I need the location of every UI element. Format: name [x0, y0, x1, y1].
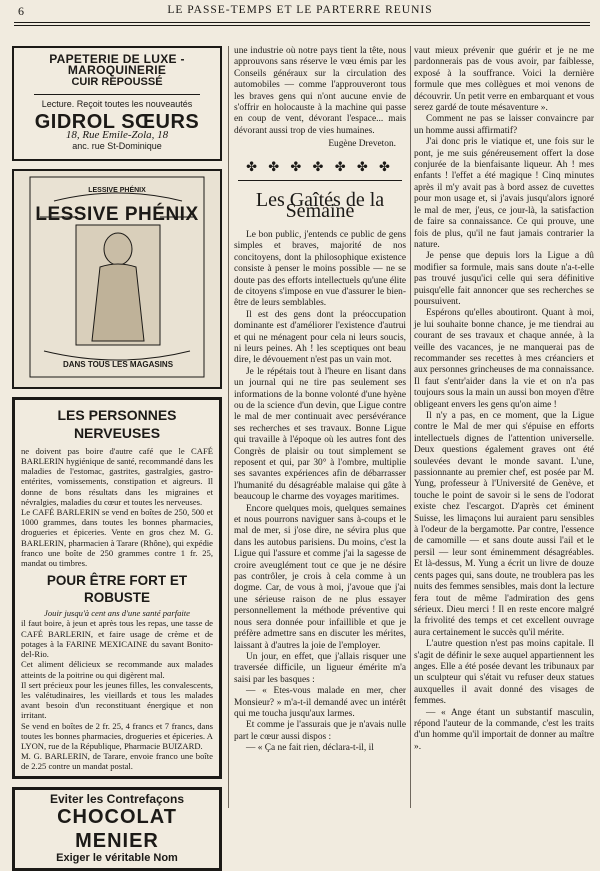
divider [34, 94, 200, 95]
lessive-foot: DANS TOUS LES MAGASINS [62, 359, 174, 369]
article-column-3 [414, 46, 594, 808]
column-separator [228, 46, 229, 808]
section-title: Les Gaîtés de la Semaine [255, 189, 385, 223]
ad-papeterie-address: 18, Rue Emile-Zola, 18 [65, 129, 169, 142]
article-intro: une industrie où notre pays tient la tête, nous approuvons sans réserve le vœu émis par les Conseils généraux sur la circulation des automobiles — comme l'approuveront tous les braves gens qui n'ont aucune envie de s'offrir en holocauste à la machine qui passe en coup de vent, dévorant l'espace... mais dévorant aussi trop de vies humaines. [234, 46, 406, 136]
col3-paragraph: Comment ne pas se laisser convaincre par un homme aussi affirmatif? [414, 114, 594, 136]
ad-nerveuses-heading: LES PERSONNES NERVEUSES [57, 406, 177, 441]
col2-paragraph: Encore quelques mois, quelques semaines et nous pourrons naviguer sans à-coups et le mal de mer, si j'ose dire, ne sévira plus que dans les autobus parisiens. Du moins, c'est la Ligue qui l'assure et comme j'ai la sagesse de croire aveuglément tout ce que je ne désire pas contrôler, je crois à cela comme à un dogme. Car, de vous à moi, j'avoue que j'ai une sérieuse raison de ne plus essayer personnellement la méthode préventive qui nous sera donnée pour infaillible et que je préfère admettre sans en discuter les mérites, laissant à d'autres la joie de l'employer. [234, 503, 406, 651]
advertisement-column [12, 46, 222, 864]
ad-menier-l2: CHOCOLAT [57, 805, 177, 828]
ad-papeterie-name: GIDROL SŒURS [34, 110, 200, 133]
ad-papeterie [12, 46, 222, 161]
ad-robuste-subheading: Jouir jusqu'à cent ans d'une santé parfaite [44, 608, 190, 619]
ad-chocolat-menier [12, 787, 222, 871]
ornament-divider: ✤ ✤ ✤ ✤ ✤ ✤ ✤ [246, 158, 394, 174]
ad-nerveuses-p5: Il sert précieux pour les jeunes filles, les convalescents, les valétudinaires, les vieillards et tous les malades avant besoin d'un reconstituant énergique et non irritant. [21, 679, 213, 721]
section-rule [238, 180, 402, 181]
ad-papeterie-line2: CUIR REPOUSSÉ [71, 75, 163, 88]
page-number: 6 [18, 4, 24, 18]
col2-paragraph: Le bon public, j'entends ce public de gens simples et braves, majorité de nos concitoyens, dont la philosophique existence consiste à penser le moins possible — ne se doute pas des efforts intellectuels qu'une élite de citoyens s'impose en vue d'assurer le bien-être de leurs semblables. [234, 229, 406, 309]
ad-nerveuses-p3: il faut boire, à jeun et après tous les repas, une tasse de CAFÉ BARLERIN, et faire usage de crème et de potages à la FARINE MEXICAINE du savant Bonito-del-Rio. [21, 618, 213, 660]
journal-title: LE PASSE-TEMPS ET LE PARTERRE REUNIS [167, 4, 433, 16]
col2-paragraph: Je le répétais tout à l'heure en lisant dans un journal qui ne tire pas seulement ses informations de la bonne volonté d'une hyène ou de la science d'un devin, que Ligue contre le mal de mer continuait avec persévérance ses recherches et ses travaux. Bonne Ligue qui travaille à l'époque où les autres font des Congrès de plaisir ou tout simplement se reposent et qui, par 30° à l'ombre, multiplie ses savantes expériences afin de débarrasser l'humanité du désagréable malaise qui gâte à beaucoup le charme des voyages maritimes. [234, 366, 406, 503]
header-rule-2 [14, 25, 590, 26]
page-header [10, 4, 590, 20]
ad-papeterie-line3: Lecture. Reçoit toutes les nouveautés [41, 99, 193, 110]
col2-paragraph: — « Etes-vous malade en mer, cher Monsieur? » m'a-t-il demandé avec un intérêt qui me toucha jusqu'aux larmes. [234, 686, 406, 719]
col2-paragraph: Un jour, en effet, que j'allais risquer une traversée difficile, un ligueur émérite m'a saisi par les basques : [234, 651, 406, 685]
col3-paragraph: Je pense que depuis lors la Ligue a dû modifier sa formule, mais sans doute n'a-t-elle pas trouvé jusqu'ici celle qui sera définitive puisqu'elle fait annoncer que ses recherches se poursuivent. [414, 251, 594, 307]
ad-robuste-heading: POUR ÊTRE FORT ET ROBUSTE [46, 573, 188, 606]
lessive-top: LESSIVE PHÉNIX [88, 186, 146, 194]
ad-lessive-phenix [12, 169, 222, 389]
col2-paragraph: Et comme je l'assurais que je n'avais nulle part le cœur aussi dispos : [234, 720, 406, 742]
ad-nerveuses-p6: Se vend en boîtes de 2 fr. 25, 4 francs et 7 francs, dans toutes les bonnes pharmacies, drogueries et épiceries. A LYON, rue de la République, Pharmacie BUIZARD. [21, 720, 213, 751]
col3-paragraph: Il n'y a pas, en ce moment, que la Ligue contre le Mal de mer qui s'épuise en efforts intellectuels dignes de l'attention universelle. Deux questions également graves ont été soulevées devant le monde savant. L'une, passionnante au premier chef, est posée par M. Yung, professeur à l'Université de Genève, et touche le point de savoir si le sens de l'odorat existe chez l'escargot. D'après cet éminent Suisse, les limaçons lui auraient paru sensibles à l'odeur de la bergamotte. Par contre, l'essence de camomille — et sans doute aussi l'ail et le persil — leur sont éminemment désagréables. Et là-dessus, M. Yung a écrit un livre de douze cents pages qui, sans doute, ne troublera pas les nuits des femmes sensibles, mais dont la lecture fera tout de même l'admiration des gens sérieux. Dieu merci ! Il en reste encore malgré la frivolité des temps et cet excellent ouvrage aura certainement le succès qu'il mérite. [414, 411, 594, 638]
col3-paragraph: Espérons qu'elles aboutiront. Quant à moi, je lui souhaite bonne chance, je me tiendrai au courant de ses travaux et chaque année, à la veille des vacances, je ne manquerai pas de recommander ses recettes à mes créanciers et aux personnes grincheuses de ma connaissance. Il faut s'entr'aider dans la vie et on n'a pas toujours sous la main un aussi bon moyen d'être obligeant envers les gens qu'on aime ! [414, 308, 594, 410]
ad-cafe-barlerin [12, 397, 222, 779]
header-rule [14, 22, 590, 23]
lessive-illustration [14, 171, 220, 383]
ad-nerveuses-p7: M. G. BARLERIN, de Tarare, envoie franco une boîte de 2.25 contre un mandat postal. [21, 751, 213, 772]
col2-paragraph: — « Ça ne fait rien, déclara-t-il, il [246, 743, 374, 754]
col3-paragraph: J'ai donc pris le viatique et, une fois sur le pont, je me suis généreusement offert la dose conjurée de la bienfaisante liqueur. Ah ! mes enfants ! l'effet a été magique ! Cinq minutes après il m'y avait pas à bord assez de cuvettes pour mon usage et, si j'avais jusqu'alors ignoré le mal de mer, j'eus, ce jour-là, la satisfaction de faire sa connaissance. Ce qui prouve, une fois de plus, qu'il ne faut jamais contrarier la nature. [414, 137, 594, 250]
col3-paragraph: L'autre question n'est pas moins capitale. Il s'agit de définir le sexe auquel appartiennent les anges. Elle a été posée devant les tribunaux par un sculpteur qui s'était vu refuser deux statues auxquelles il avait donné des visages de femmes. [414, 639, 594, 707]
ad-nerveuses-p1: ne doivent pas boire d'autre café que le CAFÉ BARLERIN hygiénique de santé, recommandé dans les maladies de l'estomac, gastrites, gastralgies, gastro-entérites, vomissements, constipation et aigreurs. Il donne de bons résultats dans les migraines et névralgies, maladies du cœur et toutes les nerveuses. [21, 445, 213, 507]
ad-menier-l1: Eviter les Contrefaçons [49, 791, 185, 806]
col2-paragraph: Il est des gens dont la préoccupation dominante est d'améliorer l'existence d'autrui et qui ne ménagent pour cela ni leurs soucis, ni leurs peines. Ah ! les sceptiques ont beau dire, le dévouement n'est pas un vain mot. [234, 309, 406, 366]
ad-menier-l3: MENIER [75, 829, 159, 852]
col3-paragraph: vaut mieux prévenir que guérir et je ne me pardonnerais pas de vous avoir, par faiblesse, exposé à la souffrance. Voici la dernière formule que mes collègues et moi venons de découvrir. Un petit verre en embarquant et vous serez gardé de toute mésaventure ». [414, 46, 594, 114]
article-column-2 [234, 46, 406, 808]
ad-nerveuses-p2: Le CAFÉ BARLERIN se vend en boîtes de 250, 500 et 1000 grammes, dans toutes les bonnes pharmacies, drogueries et épiceries. Vente en gros chez M. G. BARLERIN, pharmacien à Tarare (Rhône), qui expédie franco une boîte de 250 grammes contre 1 fr. 25, mandat ou timbres. [21, 507, 213, 569]
ad-menier-l4: Exiger le véritable Nom [56, 851, 178, 864]
ad-papeterie-address2: anc. rue St-Dominique [72, 141, 162, 152]
ad-nerveuses-p4: Cet aliment délicieux se recommande aux malades atteints de la poitrine ou qui digèrent mal. [21, 659, 213, 680]
lessive-brand: LESSIVE PHÉNIX [35, 203, 199, 225]
article-signature: Eugène Dreveton. [328, 139, 396, 150]
column-separator [410, 46, 411, 808]
col3-paragraph: — « Ange étant un substantif masculin, répond l'auteur de la commande, c'est les traits d'un homme qu'il importait de donner au maître ». [414, 707, 594, 752]
ad-papeterie-line1: PAPETERIE DE LUXE - MAROQUINERIE [49, 52, 185, 78]
